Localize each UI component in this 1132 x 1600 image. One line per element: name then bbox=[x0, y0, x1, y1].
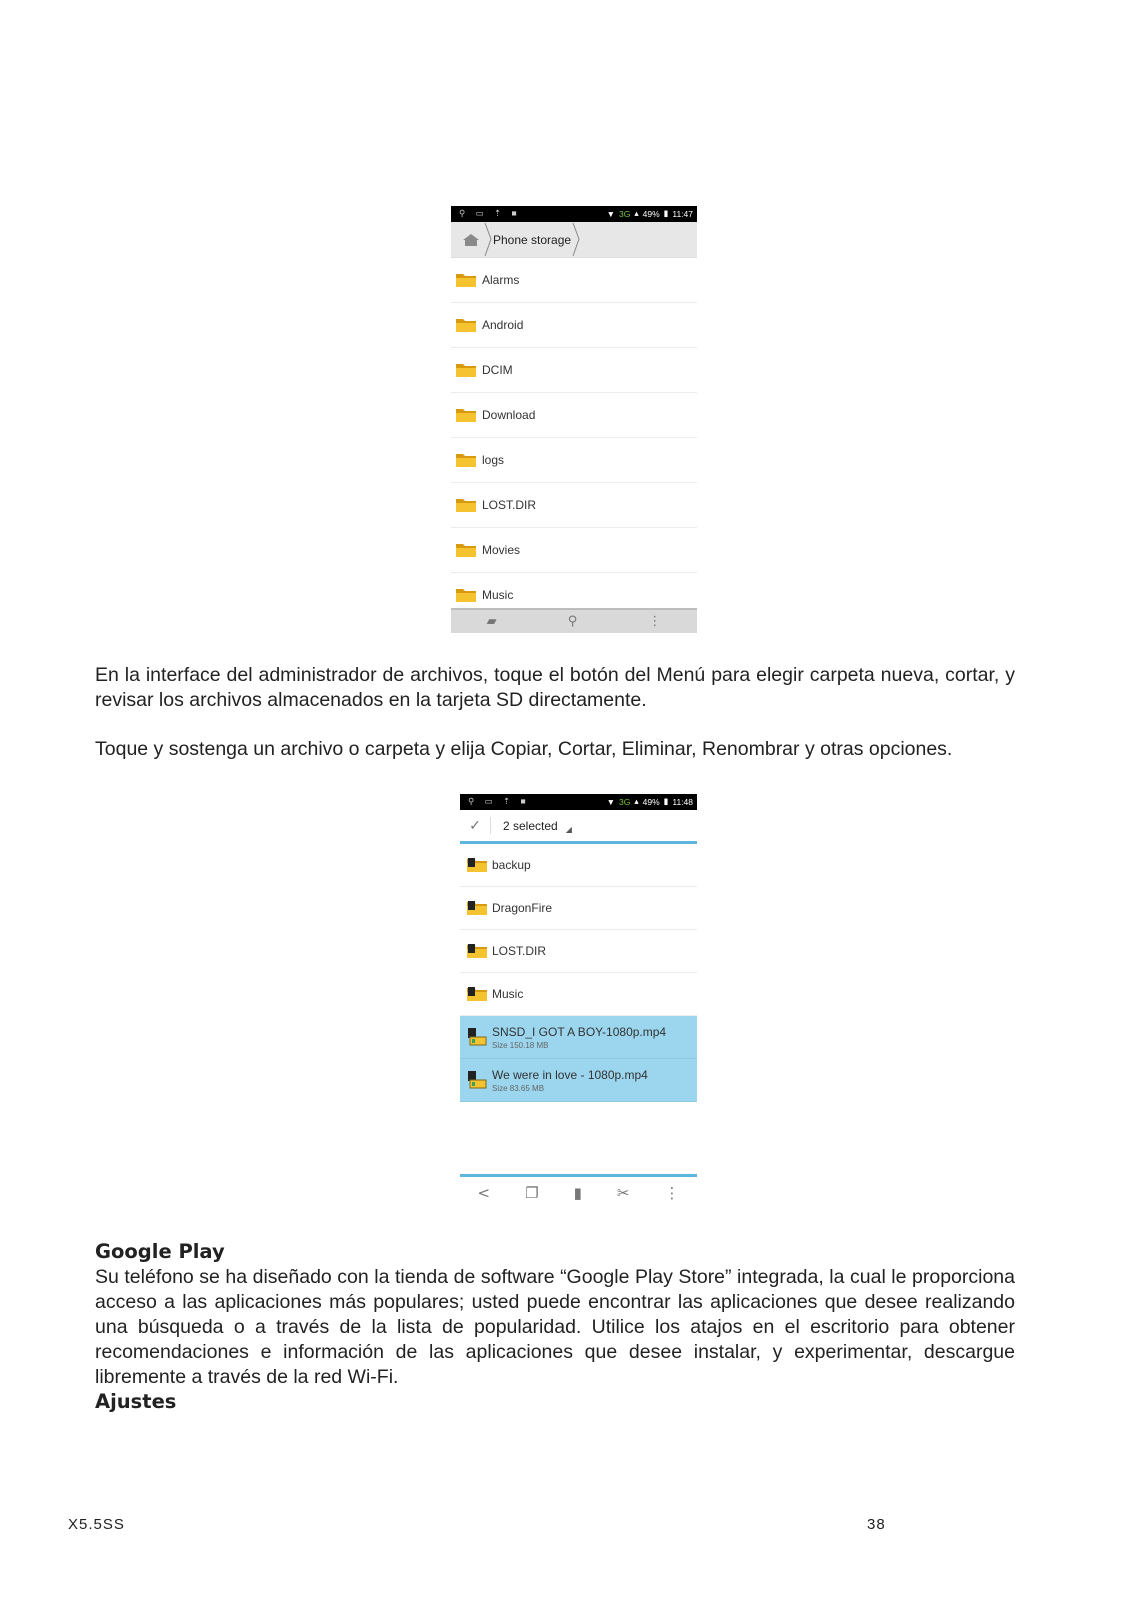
paragraph-google-play: Su teléfono se ha diseñado con la tienda de software “Google Play Store” integrada, la cual le proporciona acceso a las aplicaciones más populares; usted puede encontrar las aplicaciones que desee realizando una búsqueda o a través de la lista de popularidad. Utilice los atajos en el escritorio para obtener recomendaciones e información de las aplicaciones que desee instalar, y experimentar, descargue libremente a través de la red Wi-Fi. bbox=[95, 1266, 1015, 1388]
folder-row[interactable] bbox=[451, 483, 697, 528]
battery-icon: ▮ bbox=[663, 208, 669, 218]
chevron-right-icon bbox=[571, 222, 581, 257]
folder-row[interactable] bbox=[460, 844, 697, 887]
folder-icon bbox=[456, 498, 476, 512]
folder-name: DragonFire bbox=[492, 901, 553, 915]
folder-row[interactable] bbox=[451, 438, 697, 483]
folder-name: Music bbox=[482, 588, 514, 602]
folder-icon bbox=[456, 363, 476, 377]
folder-name: LOST.DIR bbox=[482, 498, 537, 512]
folder-row[interactable] bbox=[451, 393, 697, 438]
video-file-icon bbox=[467, 1071, 487, 1089]
dropdown-triangle-icon[interactable]: ◢ bbox=[565, 825, 572, 834]
battery-percent: 49% bbox=[642, 208, 660, 219]
paragraph-long-press: Toque y sostenga un archivo o carpeta y elija Copiar, Cortar, Eliminar, Renombrar y otras opciones. bbox=[95, 738, 953, 760]
folder-icon bbox=[456, 318, 476, 332]
notification-icons: ⚲ ▭ ⇡ ■ bbox=[468, 796, 530, 806]
footer-model: X5.5SS bbox=[68, 1516, 125, 1533]
folder-icon bbox=[456, 543, 476, 557]
file-size: Size 83.65 MB bbox=[492, 1083, 545, 1093]
folder-icon bbox=[467, 987, 487, 1001]
folder-row[interactable] bbox=[451, 258, 697, 303]
folder-name: DCIM bbox=[482, 363, 513, 377]
folder-name: LOST.DIR bbox=[492, 944, 547, 958]
menu-dots-icon[interactable]: ⋮ bbox=[648, 614, 662, 629]
copy-icon[interactable]: ❐ bbox=[525, 1184, 539, 1202]
file-list bbox=[460, 844, 697, 1102]
folder-name: Movies bbox=[482, 543, 521, 557]
file-meta bbox=[492, 1025, 666, 1050]
file-name: SNSD_I GOT A BOY-1080p.mp4 bbox=[492, 1024, 667, 1039]
folder-icon bbox=[456, 453, 476, 467]
folder-icon bbox=[456, 588, 476, 602]
folder-row[interactable] bbox=[451, 528, 697, 573]
status-right bbox=[607, 796, 693, 807]
share-icon[interactable]: < bbox=[477, 1184, 491, 1202]
network-type: 3G bbox=[619, 796, 631, 807]
signal-icon: ▴ bbox=[634, 796, 639, 806]
folder-row[interactable] bbox=[451, 348, 697, 393]
folder-row[interactable] bbox=[460, 930, 697, 973]
folder-icon bbox=[467, 858, 487, 872]
battery-icon: ▮ bbox=[663, 796, 669, 806]
check-done-icon[interactable]: ✓ bbox=[460, 817, 491, 834]
folder-icon bbox=[467, 944, 487, 958]
status-bar bbox=[451, 206, 697, 222]
status-right bbox=[607, 208, 693, 219]
page-number: 38 bbox=[867, 1516, 886, 1533]
chevron-right-icon bbox=[483, 222, 493, 257]
folder-name: Music bbox=[492, 987, 524, 1001]
selection-count[interactable]: 2 selected bbox=[503, 818, 558, 833]
folder-icon bbox=[456, 408, 476, 422]
network-type: 3G bbox=[619, 208, 631, 219]
home-icon[interactable] bbox=[463, 234, 479, 246]
file-name: We were in love - 1080p.mp4 bbox=[492, 1067, 648, 1082]
folder-row[interactable] bbox=[460, 887, 697, 930]
selected-file-row[interactable] bbox=[460, 1059, 697, 1102]
folder-name: Android bbox=[482, 318, 524, 332]
folder-icon bbox=[456, 273, 476, 287]
folder-row[interactable] bbox=[460, 973, 697, 1016]
file-size: Size 150.18 MB bbox=[492, 1040, 549, 1050]
video-file-icon bbox=[467, 1028, 487, 1046]
heading-google-play: Google Play bbox=[95, 1240, 225, 1263]
heading-ajustes: Ajustes bbox=[95, 1390, 177, 1413]
breadcrumb bbox=[451, 222, 697, 258]
file-meta bbox=[492, 1068, 648, 1093]
status-time: 11:47 bbox=[672, 208, 693, 219]
signal-icon: ▴ bbox=[634, 208, 639, 218]
search-icon[interactable]: ⚲ bbox=[567, 614, 578, 629]
delete-icon[interactable]: ▮ bbox=[573, 1184, 582, 1202]
file-manager-screenshot-1 bbox=[451, 206, 697, 633]
paragraph-file-manager: En la interface del administrador de archivos, toque el botón del Menú para elegir carpeta nueva, cortar, y revisar los archivos almacenados en la tarjeta SD directamente. bbox=[95, 664, 1015, 711]
folder-icon bbox=[467, 901, 487, 915]
battery-percent: 49% bbox=[642, 796, 660, 807]
wifi-icon: ▼ bbox=[606, 796, 616, 807]
status-bar bbox=[460, 794, 697, 810]
menu-dots-icon[interactable]: ⋮ bbox=[664, 1184, 680, 1202]
selection-bar bbox=[460, 810, 697, 844]
folder-list bbox=[451, 258, 697, 618]
folder-name: backup bbox=[492, 858, 531, 872]
folder-name: Download bbox=[482, 408, 536, 422]
folder-name: Alarms bbox=[482, 273, 520, 287]
bottom-toolbar bbox=[451, 608, 697, 633]
breadcrumb-label[interactable]: Phone storage bbox=[493, 232, 572, 247]
selected-file-row[interactable] bbox=[460, 1016, 697, 1059]
status-time: 11:48 bbox=[672, 796, 693, 807]
cut-icon[interactable]: ✂ bbox=[616, 1184, 630, 1202]
folder-name: logs bbox=[482, 453, 505, 467]
folder-row[interactable] bbox=[451, 303, 697, 348]
new-folder-icon[interactable]: ▰ bbox=[486, 614, 497, 629]
notification-icons: ⚲ ▭ ⇡ ■ bbox=[459, 208, 521, 218]
wifi-icon: ▼ bbox=[606, 208, 616, 219]
bottom-action-bar bbox=[460, 1174, 697, 1209]
file-manager-screenshot-2 bbox=[460, 794, 697, 1209]
